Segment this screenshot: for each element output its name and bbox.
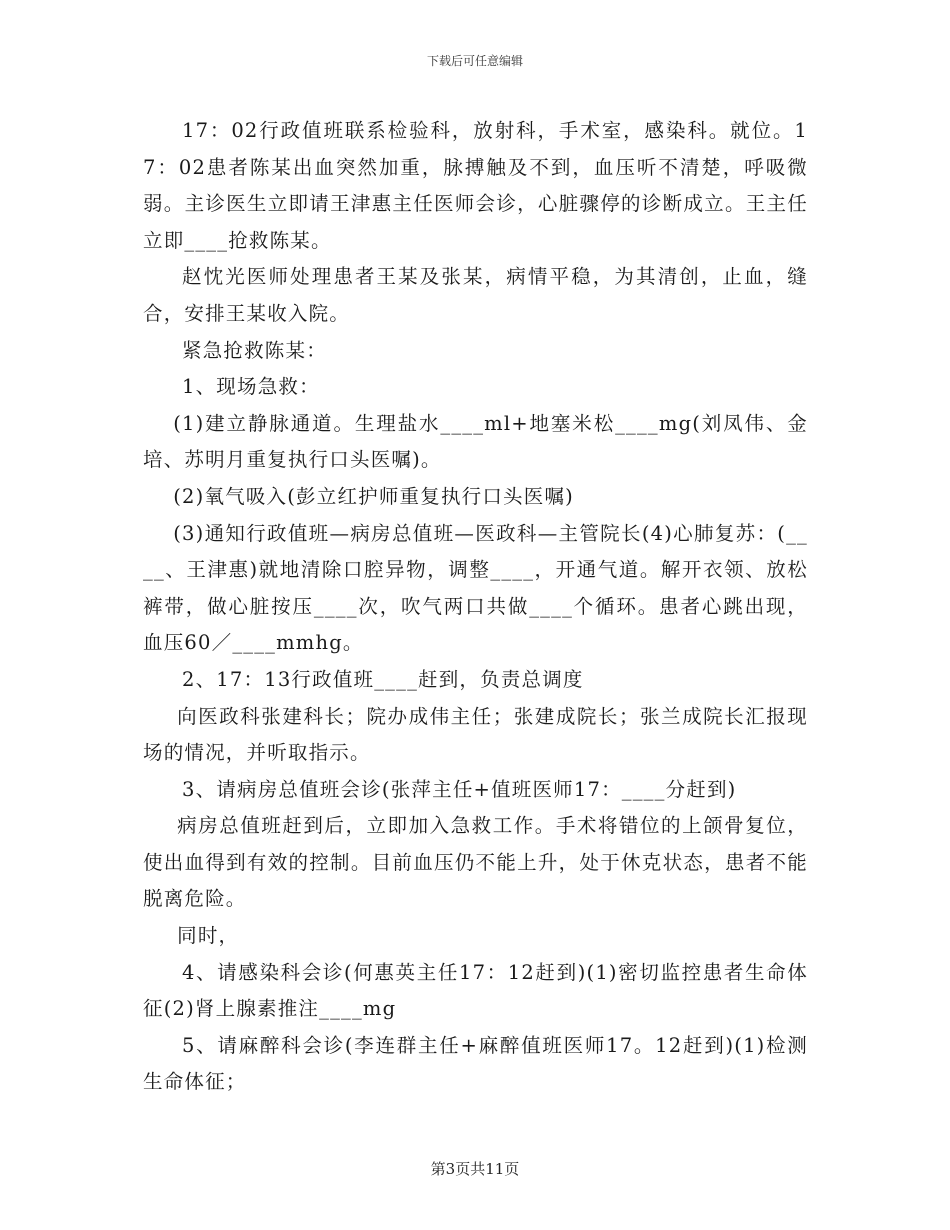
paragraph-item-1: 1、现场急救：: [182, 375, 320, 399]
paragraph-sub-1: (1)建立静脉通道。生理盐水____ml+地塞米松____mg(刘凤伟、金培、苏明月重复执行口头医嘱)。: [143, 411, 808, 472]
page-header: 下载后可任意编辑: [426, 54, 523, 68]
paragraph-meanwhile: 同时，: [177, 924, 240, 948]
paragraph-item-3: 3、请病房总值班会诊(张萍主任+值班医师17：____分赶到): [182, 777, 737, 801]
paragraph-rescue-heading: 紧急抢救陈某：: [182, 338, 327, 362]
paragraph-other-patients: 赵忱光医师处理患者王某及张某，病情平稳，为其清创，止血，缝合，安排王某收入院。: [143, 265, 808, 325]
paragraph-item-5: 5、请麻醉科会诊(李连群主任+麻醉值班医师17。12赶到)(1)检测生命体征；: [143, 1033, 808, 1094]
page-footer: 第3页共11页: [430, 1160, 520, 1178]
paragraph-sub-3: (3)通知行政值班—病房总值班—医政科—主管院长(4)心肺复苏：(____、王津惠)就地清除口腔异物，调整____，开通气道。解开衣领、放松裤带，做心脏按压____次，吹气两口共做____个循环。患者心跳出现，血压60／____mmhg。: [143, 521, 808, 655]
paragraph-report: 向医政科张建科长；院办成伟主任；张建成院长；张兰成院长汇报现场的情况，并听取指示。: [143, 704, 808, 765]
paragraph-item-2: 2、17：13行政值班____赶到，负责总调度: [182, 667, 584, 691]
paragraph-item-4: 4、请感染科会诊(何惠英主任17：12赶到)(1)密切监控患者生命体征(2)肾上腺素推注____mg: [143, 960, 808, 1021]
document-body: [143, 113, 808, 1101]
paragraph-timeline: 17：02行政值班联系检验科，放射科，手术室，感染科。就位。17：02患者陈某出血突然加重，脉搏触及不到，血压听不清楚，呼吸微弱。主诊医生立即请王津惠主任医师会诊，心脏骤停的诊断成立。王主任立即____抢救陈某。: [143, 119, 808, 252]
paragraph-sub-2: (2)氧气吸入(彭立红护师重复执行口头医嘱): [173, 484, 574, 508]
paragraph-ward-duty: 病房总值班赶到后，立即加入急救工作。手术将错位的上颌骨复位，使出血得到有效的控制。目前血压仍不能上升，处于休克状态，患者不能脱离危险。: [143, 814, 808, 911]
